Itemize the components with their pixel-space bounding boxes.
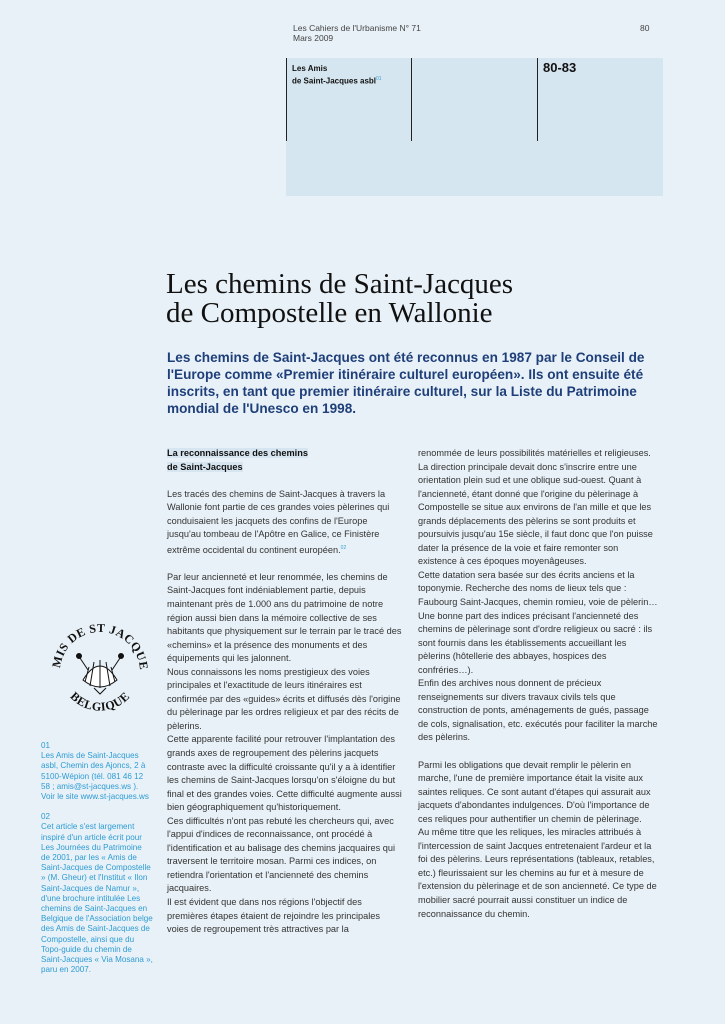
divider (286, 58, 287, 141)
article-title (166, 270, 686, 328)
paragraph: Cette datation sera basée sur des écrits anciens et la toponymie. Recherche des noms de lieux tels que : Faubourg Saint-Jacques, chemin romieu, voie de pèlerin… (418, 569, 658, 608)
author-organization (292, 64, 382, 87)
masthead (293, 23, 421, 43)
lead-paragraph: Les chemins de Saint-Jacques ont été reconnus en 1987 par le Conseil de l'Europe comme «Premier itinéraire culturel européen». Ils ont ensuite été inscrits, en tant que premier itinéraire culturel, sur la Liste du Patrimoine mondial de l'Unesco en 1998. (167, 350, 645, 416)
divider (537, 58, 538, 141)
divider (411, 58, 412, 141)
paragraph: Par leur ancienneté et leur renommée, les chemins de Saint-Jacques font indéniablement partie, depuis maintenant près de 1.000 ans du patrimoine de notre région aussi bien dans la mémoire collective de ses habitants que physiquement sur le terrain par le tracé des «chemins» et la présence des monuments et des équipements qui les jalonnent. (167, 571, 402, 664)
title-line-2: de Compostelle en Wallonie (166, 297, 493, 329)
footnote-ref[interactable]: 02 (340, 544, 347, 551)
paragraph: Une bonne part des indices précisant l'ancienneté des chemins de pèlerinage sont d'ordre religieux ou sacré : ils sont fournis dans les établissements accueillant les pèlerins (hôtellerie des abbayes, hospices des confréries…). (418, 610, 653, 675)
paragraph: Parmi les obligations que devait remplir le pèlerin en marche, l'une de première importance était la visite aux saintes reliques. Ce sont autant d'étapes qui assurait aux jacquets d'abondantes indulgences. D'où l'importance de ces reliques pour authentifier un chemin de pèlerinage. (418, 759, 651, 824)
paragraph: Au même titre que les reliques, les miracles attribués à l'intercession de saint Jacques entretenaient l'ardeur et la foi des pèlerins. Leurs représentations (tableaux, retables, etc.) fleurissaient sur les chemins au fur et à mesure de l'extension du pèlerinage et de son ancienneté. Ce type de mobilier sacré pourrait aussi constituer un indice de reconnaissance du chemin. (418, 827, 657, 919)
logo-top-text: MIS DE ST JACQUE (50, 620, 150, 671)
footnotes (41, 741, 153, 975)
text-column-1 (167, 447, 403, 937)
page-number: 80 (640, 23, 650, 33)
logo-bottom-text: BELGIQUE (67, 688, 133, 714)
footnote-number: 01 (41, 741, 51, 750)
footnote-text: Les Amis de Saint-Jacques asbl, Chemin des Ajoncs, 2 à 5100-Wépion (tél. 081 46 12 58 ; amis@st-jacques.ws ). Voir le site www.st-jacques.ws (41, 751, 149, 802)
paragraph: Enfin des archives nous donnent de précieux renseignements sur divers travaux civils tels que construction de ponts, aménagements de gués, passage de cols, signalisation, etc. exécutés pour faciliter la marche des pèlerins. (418, 678, 658, 743)
info-box (286, 58, 663, 196)
svg-text:BELGIQUE (68, 689, 133, 714)
publication-date: Mars 2009 (293, 33, 334, 43)
section-heading: La reconnaissance des chemins de Saint-Jacques (167, 448, 308, 472)
paragraph: Cette apparente facilité pour retrouver l'implantation des grands axes de regroupement des pèlerins jacquets contraste avec la difficulté croissante qu'il y a à identifier les chemins de Saint-Jacques lorsqu'on s'éloigne du but final et des grandes voies. Cette difficulté augmente aussi bien géographiquement qu'historiquement. (167, 734, 402, 813)
text-column-2 (418, 447, 658, 921)
org-line-1: Les Amis (292, 64, 328, 73)
org-line-2: de Saint-Jacques asbl (292, 76, 377, 86)
title-line-1: Les chemins de Saint-Jacques (166, 268, 514, 300)
association-logo (50, 610, 150, 730)
footnote-text: Cet article s'est largement inspiré d'un article écrit pour Les Journées du Patrimoine de 2001, par les « Amis de Saint-Jacques de Compostelle » (M. Gheur) et l'Institut « Ilon Saint-Jacques de Namur », d'une brochure intitulée Les chemins de Saint-Jacques en Belgique de l'Association belge des Amis de Saint-Jacques de Compostelle, ainsi que du Topo-guide du chemin de Saint-Jacques « Via Mosana », paru en 2007. (41, 822, 153, 975)
paragraph: Les tracés des chemins de Saint-Jacques à travers la Wallonie font partie de ces grandes voies pèlerines qui conduisaient les jacquets des confins de l'Europe jusqu'au tombeau de l'Apôtre en Galice, ce Finistère extrême occidental du continent européen.$^{02}$ (167, 488, 390, 555)
paragraph: Ces difficultés n'ont pas rebuté les chercheurs qui, avec l'appui d'indices de reconnaissance, ont procédé à l'identification et au balisage des chemins jacquaires qui traversent le territoire mosan. Parmi ces indices, on retiendra l'orientation et l'ancienneté des chemins jacquaires. (167, 815, 396, 894)
page-range: 80-83 (543, 60, 577, 75)
footnote-ref[interactable]: 01 (376, 76, 382, 82)
scallop-shell-icon (50, 610, 150, 730)
footnote-number: 02 (41, 812, 51, 822)
paragraph: Il est évident que dans nos régions l'objectif des premières étapes étaient de rejoindre les principales voies de regroupement très attractives par la (167, 897, 380, 935)
paragraph: Nous connaissons les noms prestigieux des voies principales et l'exactitude de leurs itinéraires est confirmée par des «guides» écrits et diffusés dès l'origine du pèlerinage par les ordres religieux et par des récits de pèlerins. (167, 666, 401, 731)
paragraph: renommée de leurs possibilités matérielles et religieuses. La direction principale devait donc s'inscrire entre une orientation plein sud et une oblique sud-ouest. Quant à l'ancienneté, étant donné que l'origine du pèlerinage à Compostelle se situe aux environs de l'an mille et que les grands déplacements des pèlerins se sont produits et poursuivis jusqu'au 15e siècle, il faut donc que l'on puisse dater la présence de la voie et faire remonter son existence à ces époques moyenâgeuses. (418, 448, 653, 567)
publication-name: Les Cahiers de l'Urbanisme N° 71 (293, 23, 421, 33)
